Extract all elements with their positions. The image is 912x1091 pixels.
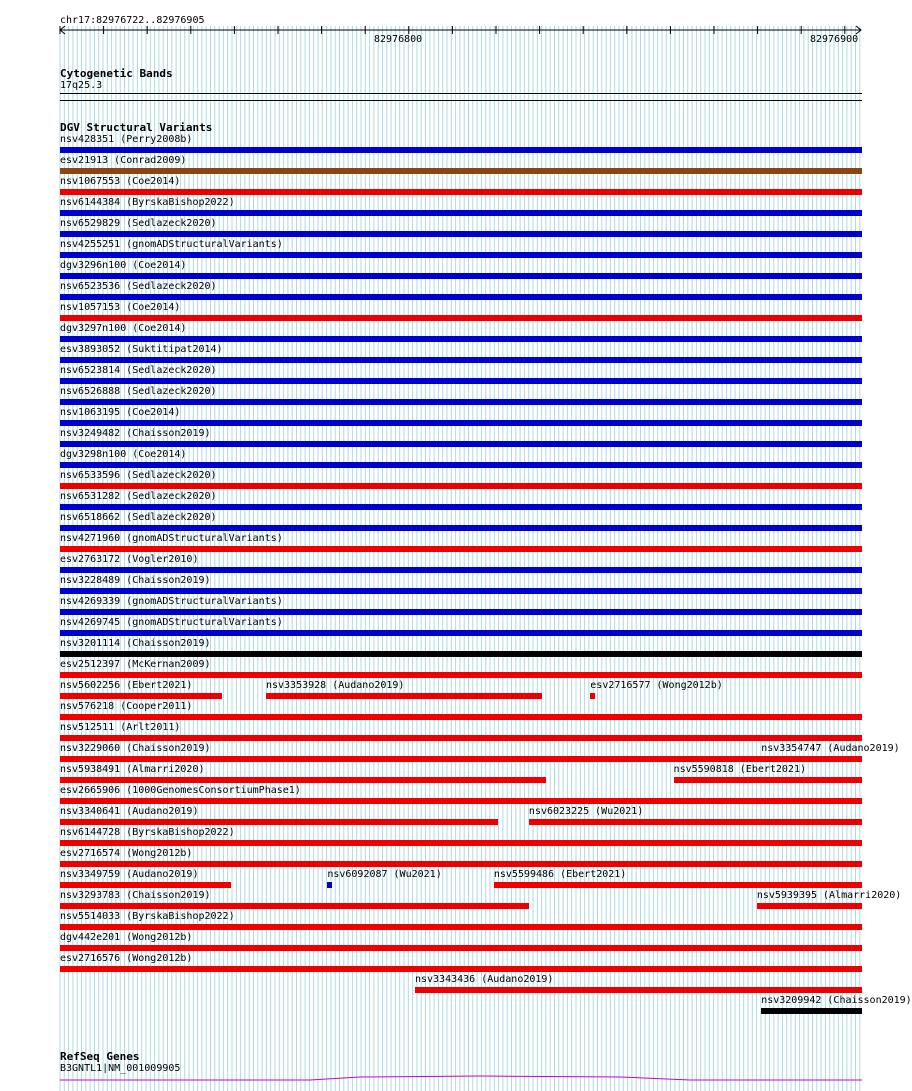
- dgv-feature-label: esv3893052 (Suktitipat2014): [60, 344, 223, 355]
- dgv-feature-label: esv2716574 (Wong2012b): [60, 848, 193, 859]
- dgv-feature-label: nsv3229060 (Chaisson2019): [60, 743, 211, 754]
- dgv-feature-bar[interactable]: [674, 777, 862, 783]
- cytoband-line: [60, 93, 862, 94]
- dgv-feature-label: nsv576218 (Cooper2011): [60, 701, 193, 712]
- dgv-feature-bar[interactable]: [60, 861, 862, 867]
- dgv-feature-bar[interactable]: [266, 693, 542, 699]
- dgv-feature-bar[interactable]: [60, 756, 761, 762]
- dgv-feature-label: dgv3298n100 (Coe2014): [60, 449, 187, 460]
- dgv-feature-label: nsv6144728 (ByrskaBishop2022): [60, 827, 235, 838]
- dgv-feature-bar[interactable]: [60, 945, 862, 951]
- dgv-feature-bar[interactable]: [60, 210, 862, 216]
- dgv-feature-bar[interactable]: [60, 840, 862, 846]
- dgv-feature-bar[interactable]: [60, 441, 862, 447]
- dgv-feature-label: nsv5938491 (Almarri2020): [60, 764, 205, 775]
- dgv-feature-label: nsv1057153 (Coe2014): [60, 302, 181, 313]
- dgv-feature-label: nsv4255251 (gnomADStructuralVariants): [60, 239, 283, 250]
- dgv-feature-bar[interactable]: [60, 903, 529, 909]
- dgv-feature-bar[interactable]: [60, 672, 862, 678]
- dgv-feature-bar[interactable]: [60, 966, 862, 972]
- dgv-feature-bar[interactable]: [60, 336, 862, 342]
- dgv-feature-bar[interactable]: [60, 525, 862, 531]
- dgv-feature-label: esv2665906 (1000GenomesConsortiumPhase1): [60, 785, 301, 796]
- dgv-feature-bar[interactable]: [327, 882, 331, 888]
- dgv-feature-bar[interactable]: [60, 462, 862, 468]
- dgv-feature-bar[interactable]: [60, 651, 862, 657]
- dgv-feature-bar[interactable]: [60, 273, 862, 279]
- dgv-feature-bar[interactable]: [60, 630, 862, 636]
- dgv-feature-label: esv2716577 (Wong2012b): [590, 680, 723, 691]
- dgv-feature-bar[interactable]: [60, 147, 862, 153]
- dgv-feature-bar[interactable]: [60, 588, 862, 594]
- dgv-feature-label: nsv6526888 (Sedlazeck2020): [60, 386, 217, 397]
- dgv-feature-bar[interactable]: [60, 609, 862, 615]
- dgv-feature-label: nsv3340641 (Audano2019): [60, 806, 199, 817]
- dgv-feature-label: nsv3201114 (Chaisson2019): [60, 638, 211, 649]
- dgv-feature-label: nsv3293783 (Chaisson2019): [60, 890, 211, 901]
- dgv-feature-label: nsv5514033 (ByrskaBishop2022): [60, 911, 235, 922]
- dgv-feature-bar[interactable]: [761, 1008, 862, 1014]
- dgv-feature-label: nsv3249482 (Chaisson2019): [60, 428, 211, 439]
- dgv-feature-bar[interactable]: [60, 357, 862, 363]
- dgv-feature-label: nsv512511 (Arlt2011): [60, 722, 181, 733]
- dgv-feature-label: nsv5939395 (Almarri2020): [756, 890, 902, 901]
- dgv-feature-bar[interactable]: [60, 315, 862, 321]
- dgv-feature-bar[interactable]: [60, 924, 862, 930]
- dgv-feature-label: esv21913 (Conrad2009): [60, 155, 187, 166]
- dgv-feature-bar[interactable]: [529, 819, 862, 825]
- dgv-feature-bar[interactable]: [60, 693, 222, 699]
- dgv-feature-label: nsv3349759 (Audano2019): [60, 869, 199, 880]
- dgv-feature-bar[interactable]: [494, 882, 862, 888]
- ruler[interactable]: [58, 23, 868, 45]
- ruler-tick-label: 82976800: [374, 34, 423, 45]
- dgv-feature-bar[interactable]: [60, 420, 862, 426]
- dgv-feature-bar[interactable]: [415, 987, 862, 993]
- dgv-feature-label: nsv6533596 (Sedlazeck2020): [60, 470, 217, 481]
- ruler-tick-label: 82976900: [810, 34, 859, 45]
- dgv-feature-label: esv2716576 (Wong2012b): [60, 953, 193, 964]
- dgv-feature-label: nsv3354747 (Audano2019): [761, 743, 900, 754]
- dgv-feature-label: nsv4269745 (gnomADStructuralVariants): [60, 617, 283, 628]
- locus-label: chr17:82976722..82976905: [60, 15, 205, 26]
- cytoband-label[interactable]: 17q25.3: [60, 80, 103, 91]
- dgv-feature-label: nsv6518662 (Sedlazeck2020): [60, 512, 217, 523]
- dgv-feature-label: nsv4271960 (gnomADStructuralVariants): [60, 533, 283, 544]
- dgv-track-title: DGV Structural Variants: [60, 121, 213, 134]
- dgv-feature-bar[interactable]: [60, 231, 862, 237]
- dgv-feature-label: esv2763172 (Vogler2010): [60, 554, 199, 565]
- dgv-feature-bar[interactable]: [60, 378, 862, 384]
- refseq-track-title: RefSeq Genes: [60, 1050, 140, 1063]
- dgv-feature-bar[interactable]: [590, 693, 594, 699]
- dgv-feature-label: nsv6144384 (ByrskaBishop2022): [60, 197, 235, 208]
- dgv-feature-label: nsv3209942 (Chaisson2019): [761, 995, 912, 1006]
- cytoband-track-title: Cytogenetic Bands: [60, 67, 173, 80]
- dgv-feature-label: nsv6531282 (Sedlazeck2020): [60, 491, 217, 502]
- dgv-feature-label: nsv6523536 (Sedlazeck2020): [60, 281, 217, 292]
- dgv-feature-label: nsv6023225 (Wu2021): [528, 806, 644, 817]
- dgv-feature-bar[interactable]: [757, 903, 862, 909]
- dgv-feature-label: nsv6523814 (Sedlazeck2020): [60, 365, 217, 376]
- refseq-gene-model[interactable]: [60, 1074, 862, 1091]
- dgv-feature-label: nsv5599486 (Ebert2021): [493, 869, 627, 880]
- dgv-feature-label: dgv3296n100 (Coe2014): [60, 260, 187, 271]
- dgv-feature-label: nsv4269339 (gnomADStructuralVariants): [60, 596, 283, 607]
- dgv-feature-bar[interactable]: [761, 756, 862, 762]
- dgv-feature-bar[interactable]: [60, 567, 862, 573]
- dgv-feature-label: nsv428351 (Perry2008b): [60, 134, 193, 145]
- dgv-feature-bar[interactable]: [60, 252, 862, 258]
- dgv-feature-bar[interactable]: [60, 882, 231, 888]
- refseq-gene-label[interactable]: B3GNTL1|NM_001009905: [60, 1063, 181, 1074]
- dgv-feature-bar[interactable]: [60, 735, 862, 741]
- dgv-feature-label: nsv5602256 (Ebert2021): [60, 680, 193, 691]
- dgv-feature-label: nsv6092087 (Wu2021): [327, 869, 442, 880]
- dgv-feature-bar[interactable]: [60, 504, 862, 510]
- dgv-feature-label: esv2512397 (McKernan2009): [60, 659, 211, 670]
- dgv-feature-bar[interactable]: [60, 546, 862, 552]
- dgv-feature-label: dgv442e201 (Wong2012b): [60, 932, 193, 943]
- dgv-feature-bar[interactable]: [60, 819, 498, 825]
- dgv-feature-bar[interactable]: [60, 483, 862, 489]
- dgv-feature-label: nsv3228489 (Chaisson2019): [60, 575, 211, 586]
- dgv-feature-label: nsv1063195 (Coe2014): [60, 407, 181, 418]
- dgv-feature-label: nsv3353928 (Audano2019): [265, 680, 405, 691]
- dgv-feature-bar[interactable]: [60, 798, 862, 804]
- dgv-feature-bar[interactable]: [60, 294, 862, 300]
- dgv-feature-label: nsv3343436 (Audano2019): [414, 974, 554, 985]
- dgv-feature-bar[interactable]: [60, 399, 862, 405]
- dgv-feature-bar[interactable]: [60, 168, 862, 174]
- dgv-feature-bar[interactable]: [60, 714, 862, 720]
- dgv-feature-label: dgv3297n100 (Coe2014): [60, 323, 187, 334]
- dgv-feature-label: nsv6529829 (Sedlazeck2020): [60, 218, 217, 229]
- dgv-feature-bar[interactable]: [60, 777, 546, 783]
- track-divider: [60, 100, 862, 101]
- dgv-feature-label: nsv5590818 (Ebert2021): [673, 764, 806, 775]
- dgv-feature-label: nsv1067553 (Coe2014): [60, 176, 181, 187]
- dgv-feature-bar[interactable]: [60, 189, 862, 195]
